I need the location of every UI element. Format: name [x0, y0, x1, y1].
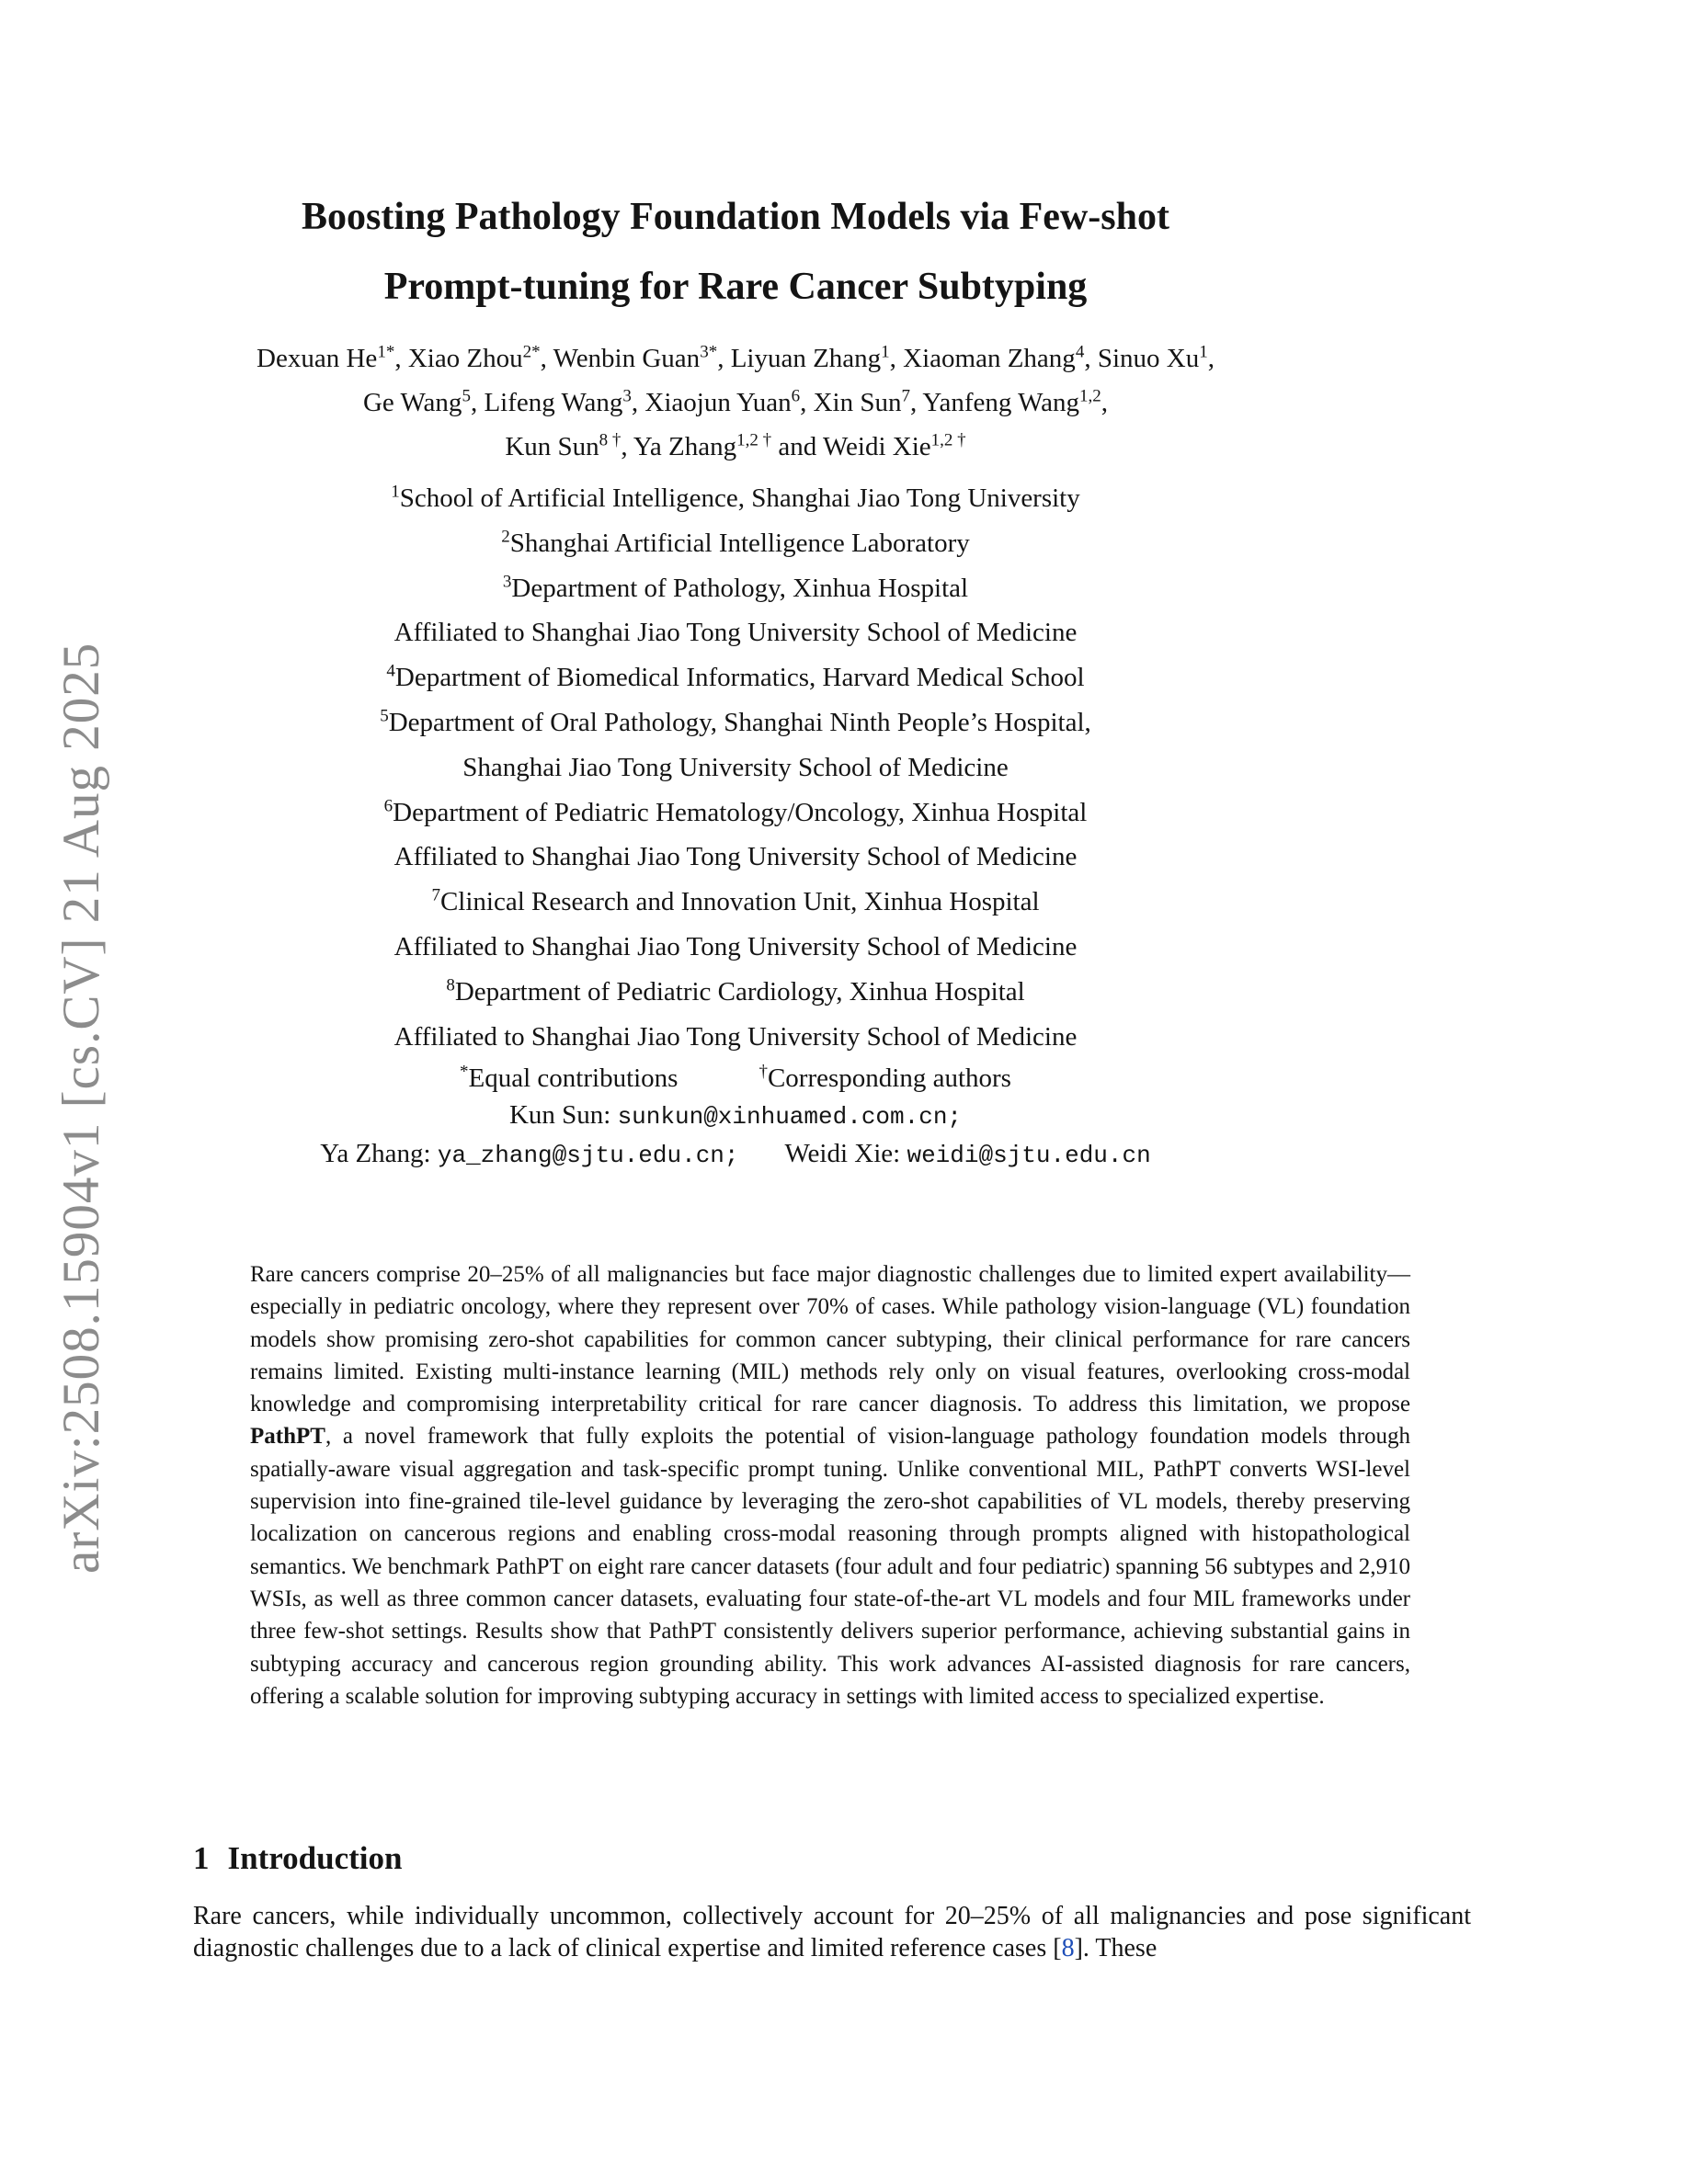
- author: Dexuan $He^{1*}$: [257, 342, 395, 373]
- author: Yanfeng Wang$^{1,2}$: [922, 386, 1101, 417]
- affiliation: $^4$Department of Biomedical Informatics, Harvard Medical School: [386, 661, 1085, 693]
- author: Xiao Zhou$^{2*}$: [407, 342, 541, 373]
- author: Liyuan Zhang$^1$: [730, 342, 890, 373]
- author: Weidi Xie$^{1,2 \dagger}$: [822, 430, 966, 461]
- section-number: 1: [193, 1840, 210, 1876]
- author: Sinuo Xu$^1$: [1097, 342, 1208, 373]
- contact-label: Ya Zhang:: [320, 1139, 431, 1168]
- section-title: Introduction: [227, 1840, 403, 1876]
- author: Ge Wang$^5$: [362, 386, 471, 417]
- contribution-notes: [0, 1060, 1471, 1097]
- author: Lifeng Wang$^3$: [484, 386, 632, 417]
- author-line: Kun Sun$^{8 \dagger}$, Ya Zhang$^{1,2 \dagger}$ and Weidi Xie$^{1,2 \dagger}$: [505, 430, 966, 461]
- equal-contribution-note: *Equal contributions: [460, 1062, 679, 1093]
- contact-line: [0, 1135, 1471, 1174]
- contact-label: Kun Sun:: [508, 1100, 611, 1130]
- affiliation: $^8$Department of Pediatric Cardiology, Xinhua Hospital: [446, 975, 1025, 1007]
- contact-label: Weidi Xie:: [784, 1139, 901, 1168]
- arxiv-identifier-stamp: arXiv:2508.15904v1 [cs.CV] 21 Aug 2025: [52, 642, 110, 1574]
- author: Xin Sun$^7$: [813, 386, 910, 417]
- title-line: Prompt-tuning for Rare Cancer Subtyping: [383, 266, 1088, 308]
- abstract: Rare cancers comprise 20–25% of all malignancies but face major diagnostic challenges due to limited expert availability—especially in pediatric oncology, where they represent over 70% of cases. While pathology vision-language (VL) foundation models show promising zero-shot capabilities for common cancer subtyping, their clinical performance for rare cancers remains limited. Existing multi-instance learning (MIL) methods rely only on visual features, overlooking cross-modal knowledge and compromising interpretability critical for rare cancer diagnosis. To address this limitation, we propose PathPT, a novel framework that fully exploits the potential of vision-language pathology foundation models through spatially-aware visual aggregation and task-specific prompt tuning. Unlike conventional MIL, PathPT converts WSI-level supervision into fine-grained tile-level guidance by leveraging the zero-shot capabilities of VL models, thereby preserving localization on cancerous regions and enabling cross-modal reasoning through prompts aligned with histopathological semantics. We benchmark PathPT on eight rare cancer datasets (four adult and four pediatric) spanning 56 subtypes and 2,910 WSIs, as well as three common cancer datasets, evaluating four state-of-the-art VL models and four MIL frameworks under three few-shot settings. Results show that PathPT consistently delivers superior performance, achieving substantial gains in subtyping accuracy and cancerous region grounding ability. This work advances AI-assisted diagnosis for rare cancers, offering a scalable solution for improving subtyping accuracy in settings with limited access to specialized expertise.: [250, 1262, 1410, 1709]
- author-line: Dexuan $He^{1*}$, Xiao Zhou$^{2*}$, Wenbin Guan$^{3*}$, Liyuan Zhang$^1$, Xiaoman Zhang$^4$, Sinuo Xu$^1$,: [257, 342, 1215, 373]
- author: Kun Sun$^{8 \dagger}$: [505, 430, 622, 461]
- contact-line: [0, 1097, 1471, 1135]
- affiliation: $^1$School of Artificial Intelligence, Shanghai Jiao Tong University: [391, 482, 1080, 513]
- affiliation: $^5$Department of Oral Pathology, Shanghai Ninth People’s Hospital,: [380, 706, 1091, 737]
- citation-link[interactable]: 8: [1061, 1934, 1075, 1962]
- affiliation: Affiliated to Shanghai Jiao Tong University School of Medicine: [393, 618, 1078, 648]
- introduction-paragraph: Rare cancers, while individually uncommon, collectively account for 20–25% of all malignancies and pose significant diagnostic challenges due to a lack of clinical expertise and limited reference cases [8]. These: [193, 1902, 1471, 1962]
- section-heading: [193, 1838, 402, 1879]
- method-name: PathPT: [250, 1424, 325, 1450]
- affiliation: Affiliated to Shanghai Jiao Tong University School of Medicine: [393, 931, 1078, 961]
- affiliation: $^6$Department of Pediatric Hematology/Oncology, Xinhua Hospital: [383, 795, 1088, 827]
- author: Wenbin Guan$^{3*}$: [553, 342, 718, 373]
- title-line: Boosting Pathology Foundation Models via Few-shot: [302, 196, 1169, 238]
- author-line: Ge Wang$^5$, Lifeng Wang$^3$, Xiaojun Yuan$^6$, Xin Sun$^7$, Yanfeng Wang$^{1,2}$,: [362, 386, 1109, 417]
- author: Xiaoman Zhang$^4$: [903, 342, 1085, 373]
- email-link[interactable]: ya_zhang@sjtu.edu.cn;: [437, 1142, 739, 1169]
- affiliation: Shanghai Jiao Tong University School of Medicine: [462, 752, 1009, 782]
- author: Xiaojun Yuan$^6$: [644, 386, 801, 417]
- corresponding-author-note: †Corresponding authors: [758, 1062, 1011, 1093]
- author-notes: [0, 1060, 1471, 1174]
- author-conjunction: and: [778, 432, 817, 461]
- email-link[interactable]: sunkun@xinhuamed.com.cn;: [617, 1103, 963, 1131]
- affiliation: $^7$Clinical Research and Innovation Unit, Xinhua Hospital: [431, 885, 1040, 917]
- affiliation: $^3$Department of Pathology, Xinhua Hospital: [502, 571, 969, 603]
- affiliation: $^2$Shanghai Artificial Intelligence Laboratory: [501, 527, 970, 558]
- affiliation: Affiliated to Shanghai Jiao Tong University School of Medicine: [393, 842, 1078, 872]
- affiliation: Affiliated to Shanghai Jiao Tong University School of Medicine: [393, 1021, 1078, 1052]
- author-list: [0, 336, 1471, 469]
- author: Ya Zhang$^{1,2 \dagger}$: [633, 430, 772, 461]
- affiliation-list: [0, 476, 1471, 1059]
- paper-title: [0, 182, 1471, 322]
- email-link[interactable]: weidi@sjtu.edu.cn: [907, 1142, 1151, 1169]
